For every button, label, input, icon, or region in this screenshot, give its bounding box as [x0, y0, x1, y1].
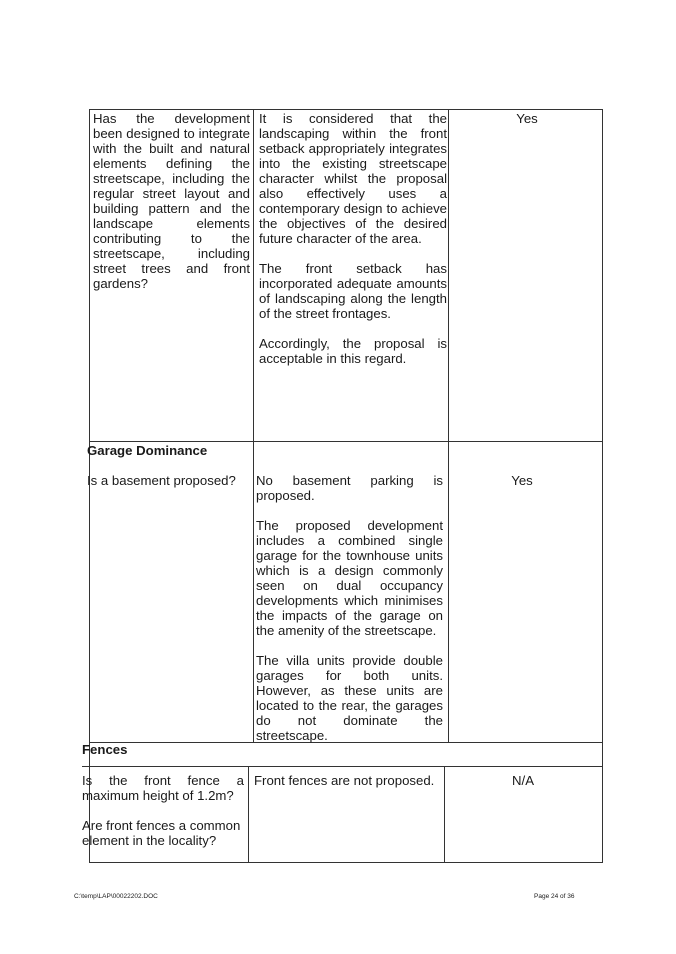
fences-questions: [82, 773, 244, 848]
column-divider: [248, 766, 249, 863]
row-divider: [82, 766, 603, 767]
footer-page: Page 24 of 36: [534, 893, 575, 900]
row1-compliance: Yes: [516, 111, 538, 126]
garage-compliance: Yes: [511, 473, 533, 488]
row1-comment-2: The front setback has incorporated adequate amounts of landscaping along the length of the street frontages.: [259, 261, 447, 321]
fences-heading: Fences: [82, 742, 128, 757]
garage-comment-3: The villa units provide double garages for both units. However, as these units are located to the rear, the garages do not dominate the streetscape.: [256, 653, 443, 743]
garage-comment-2: The proposed development includes a combined single garage for the townhouse units which is a design commonly seen on dual occupancy developments which minimises the impacts of the garage on the amenity of the streetscape.: [256, 518, 443, 638]
row1-question: Has the development been designed to integrate with the built and natural elements defining the streetscape, including the regular street layout and building pattern and the landscape elements contributing to the streetscape, including street trees and front gardens?: [93, 111, 250, 291]
footer-path: C:\temp\LAP\00022202.DOC: [74, 893, 158, 900]
garage-comments: [256, 473, 443, 743]
fences-question-2: Are front fences a common element in the locality?: [82, 818, 241, 848]
row1-comments: [259, 111, 447, 366]
row1-comment-3: Accordingly, the proposal is acceptable in this regard.: [259, 336, 447, 366]
fences-compliance: N/A: [512, 773, 534, 788]
row-divider: [89, 441, 603, 442]
garage-heading: Garage Dominance: [87, 443, 208, 458]
fences-comment: Front fences are not proposed.: [254, 773, 435, 788]
row1-comment-1: It is considered that the landscaping within the front setback appropriately integrates into the existing streetscape character whilst the proposal also effectively uses a contemporary design to achieve the objectives of the desired future character of the area.: [259, 111, 447, 246]
garage-comment-1: No basement parking is proposed.: [256, 473, 443, 503]
fences-question-1: Is the front fence a maximum height of 1.2m?: [82, 773, 244, 803]
column-divider: [448, 109, 449, 742]
garage-question: Is a basement proposed?: [87, 473, 236, 488]
column-divider: [253, 109, 254, 742]
